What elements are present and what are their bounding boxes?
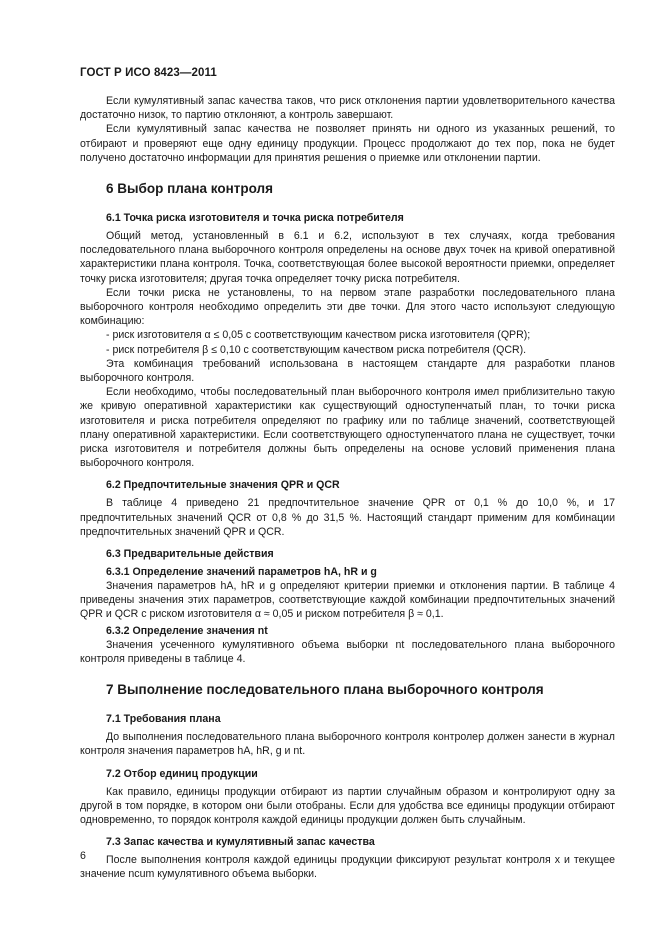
document-body — [80, 94, 615, 882]
paragraph: Если точки риска не установлены, то на первом этапе разработки последовательного плана выборочного контроля необходимо определить эти две точки. Для этого часто используют следующую комбинацию: — [80, 286, 615, 328]
subsection-7-3-heading: 7.3 Запас качества и кумулятивный запас качества — [106, 836, 375, 849]
paragraph: После выполнения контроля каждой единицы продукции фиксируют результат контроля x и текущее значение ncum кумулятивного объема выборки. — [80, 854, 615, 881]
paragraph: Если необходимо, чтобы последовательный план выборочного контроля имел приблизительно такую же кривую оперативной характеристики как существующий одноступенчатый план, то точки риска изготовителя и риска потребителя определяют по графику или по таблице значений, соответствующей плану оперативной характеристики. Если соответствующего одноступенчатого плана не существует, точки риска изготовителя и потребителя должны быть определены на основе условий применения плана выборочного контроля. — [80, 386, 615, 470]
paragraph: Если кумулятивный запас качества таков, что риск отклонения партии удовлетворительного качества достаточно низок, то партию отклоняют, а контроль завершают. — [80, 95, 615, 122]
paragraph: Значения параметров hA, hR и g определяют критерии приемки и отклонения партии. В таблице 4 приведены значения этих параметров, соответствующие каждой комбинации предпочтительных значений QPR и QCR с риском изготовителя α ≈ 0,05 и риском потребителя β ≈ 0,1. — [80, 580, 615, 621]
paragraph: До выполнения последовательного плана выборочного контроля контролер должен занести в журнал контроля значения параметров hA, hR, g и nt. — [80, 731, 615, 758]
subsection-6-3-2-heading: 6.3.2 Определение значения nt — [106, 624, 268, 637]
section-6-heading: 6 Выбор плана контроля — [106, 181, 273, 197]
document-header: ГОСТ Р ИСО 8423—2011 — [80, 67, 217, 79]
list-item: - риск потребителя β ≤ 0,10 с соответствующим качеством риска потребителя (QCR). — [106, 343, 527, 356]
subsection-7-1-heading: 7.1 Требования плана — [106, 713, 221, 726]
list-item: - риск изготовителя α ≤ 0,05 с соответствующим качеством риска изготовителя (QPR); — [106, 329, 531, 342]
paragraph: Как правило, единицы продукции отбирают из партии случайным образом и контролируют одну за другой в том порядке, в котором они были отобраны. Если для удобства все единицы продукции отбирают одновременно, то порядок контроля каждой единицы продукции должен быть случайным. — [80, 785, 615, 826]
page-number: 6 — [80, 850, 86, 862]
subsection-6-3-1-heading: 6.3.1 Определение значений параметров hA, hR и g — [106, 566, 377, 579]
paragraph: Если кумулятивный запас качества не позволяет принять ни одного из указанных решений, то отбирают и проверяют еще одну единицу продукции. Процесс продолжают до тех пор, пока не будет получено достаточно информации для принятия решения о приемке или отклонении партии. — [80, 123, 615, 164]
paragraph: Общий метод, установленный в 6.1 и 6.2, используют в тех случаях, когда требования последовательного плана выборочного контроля определены на основе двух точек на кривой оперативной характеристики плана контроля. Точка, соответствующая более высокой вероятности приемки, определяет точку риска изготовителя; другая точка определяет точку риска потребителя. — [80, 230, 615, 285]
subsection-6-1-heading: 6.1 Точка риска изготовителя и точка риска потребителя — [106, 212, 404, 225]
paragraph: Эта комбинация требований использована в настоящем стандарте для разработки планов выборочного контроля. — [80, 357, 615, 385]
paragraph: Значения усеченного кумулятивного объема выборки nt последовательного плана выборочного контроля приведены в таблице 4. — [80, 638, 615, 665]
subsection-6-2-heading: 6.2 Предпочтительные значения QPR и QCR — [106, 479, 340, 492]
paragraph: В таблице 4 приведено 21 предпочтительное значение QPR от 0,1 % до 10,0 %, и 17 предпочтительных значений QCR от 0,8 % до 31,5 %. Настоящий стандарт применим для комбинации предпочтительных значений QPR и QCR. — [80, 497, 615, 538]
section-7-heading: 7 Выполнение последовательного плана выборочного контроля — [106, 682, 544, 698]
subsection-7-2-heading: 7.2 Отбор единиц продукции — [106, 767, 258, 780]
subsection-6-3-heading: 6.3 Предварительные действия — [106, 548, 274, 561]
